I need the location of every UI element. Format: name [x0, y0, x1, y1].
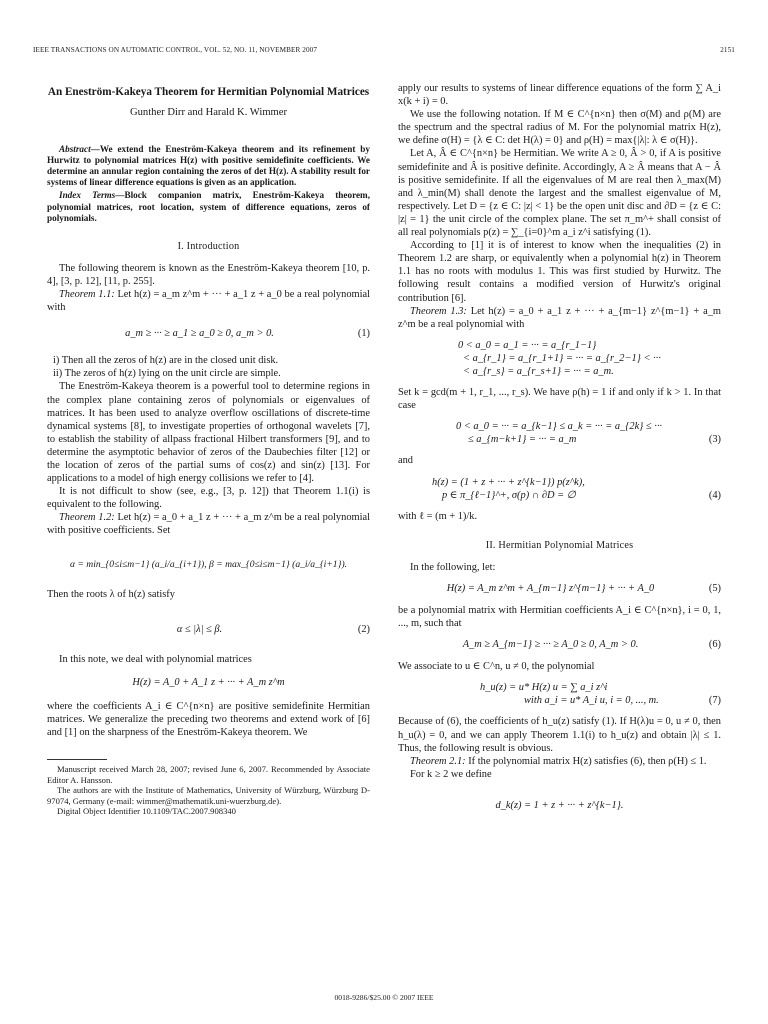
equation-line: h_u(z) = u* H(z) u = ∑ a_i z^i [480, 682, 608, 694]
theorem-text: Let h(z) = a_0 + a_1 z + ··· + a_m z^m be a real polynomial with positive coefficients. Set [47, 512, 370, 537]
paragraph: Because of (6), the coefficients of h_u(z) satisfy (1). If H(λ)u = 0, u ≠ 0, then h_u(λ) = 0, and we can apply Theorem 1.1(i) to h_u(z) and obtain |λ| ≤ 1. Thus, the following result is obvious. [398, 716, 721, 754]
index-terms-label: Index Terms [59, 190, 116, 201]
paragraph: We associate to u ∈ C^n, u ≠ 0, the polynomial [398, 661, 595, 673]
theorem-label: Theorem 2.1: [410, 755, 466, 767]
equation-number: (1) [357, 328, 370, 340]
running-header-journal: IEEE TRANSACTIONS ON AUTOMATIC CONTROL, VOL. 52, NO. 11, NOVEMBER 2007 [33, 46, 318, 54]
equation-line: ≤ a_{m−k+1} = ··· = a_m [468, 434, 577, 446]
equation-6 [398, 638, 721, 652]
section-heading-hermitian: II. Hermitian Polynomial Matrices [485, 539, 634, 551]
equation-number: (6) [708, 639, 721, 651]
equation-H [47, 676, 370, 690]
footnote-rule [47, 759, 107, 760]
paragraph: with ℓ = (m + 1)/k. [398, 510, 478, 522]
paragraph: The following theorem is known as the Eneström-Kakeya theorem [10, p. 4], [3, p. 12], [11, p. 255]. [47, 262, 370, 287]
equation-body: α = min_{0≤i≤m−1} (a_i/a_{i+1}), β = max_{0≤i≤m−1} (a_i/a_{i+1}). [69, 558, 348, 570]
article-authors: Gunther Dirr and Harald K. Wimmer [129, 107, 288, 118]
equation-4 [398, 476, 721, 502]
equation-line: 0 < a_0 = ··· = a_{k−1} ≤ a_k = ··· = a_{2k} ≤ ··· [456, 421, 663, 433]
paragraph: Set k = gcd(m + 1, r_1, ..., r_s). We have ρ(h) = 1 if and only if k > 1. In that case [398, 387, 721, 412]
paragraph: Let A, Â ∈ C^{n×n} be Hermitian. We write A ≥ 0, Â > 0, if A is positive semidefinite and Â is positive definite. Accordingly, A ≥ Â means that A − Â is positive semidefinite. If all the eigenvalues of M are real then λ_max(M) and λ_min(M) shall denote the largest and the smallest eigenvalue of M, respectively. Let D = {z ∈ C: |z| < 1} be the open unit disc and ∂D = {z ∈ C: |z| = 1} the unit circle of the complex plane. The set π_m^+ shall consist of all real polynomials p(z) = ∑_{i=0}^m a_i z^i satisfying (1). [398, 148, 721, 239]
theorem-label: Theorem 1.2: [59, 512, 115, 524]
section-heading-introduction: I. Introduction [177, 240, 240, 252]
equation-body: a_m ≥ ··· ≥ a_1 ≥ a_0 ≥ 0, a_m > 0. [125, 328, 274, 340]
theorem-1-3 [398, 305, 721, 331]
article-title: An Eneström-Kakeya Theorem for Hermitian Polynomial Matrices [47, 86, 370, 98]
paragraph: In this note, we deal with polynomial matrices [59, 653, 252, 665]
equation-body: α ≤ |λ| ≤ β. [176, 623, 223, 635]
equation-line: < a_{r_1} = a_{r_1+1} = ··· = a_{r_2−1} < ··· [463, 352, 661, 364]
paragraph: apply our results to systems of linear difference equations of the form ∑ A_i x(k + i) = 0. [398, 83, 721, 108]
left-column [47, 82, 370, 817]
list-item: i) Then all the zeros of h(z) are in the closed unit disk. [53, 355, 279, 367]
theorem-2-1 [398, 755, 721, 768]
paragraph: It is not difficult to show (see, e.g., [3, p. 12]) that Theorem 1.1(i) is equivalent to the following. [47, 486, 370, 511]
right-column [398, 82, 721, 813]
paragraph: According to [1] it is of interest to know when the inequalities (2) in Theorem 1.2 are sharp, or equivalently when a polynomial h(z) in Theorem 1.1 has no roots with modulus 1. This was first studied by Hurwitz. The following result contains a modified version of Hurwitz's original contribution [6]. [398, 240, 721, 304]
equation-body: H(z) = A_m z^m + A_{m−1} z^{m−1} + ··· + A_0 [446, 583, 655, 594]
equation-alpha-beta [47, 558, 370, 572]
equation-2 [47, 623, 370, 637]
equation-number: (3) [708, 434, 721, 446]
equation-body: H(z) = A_0 + A_1 z + ··· + A_m z^m [132, 676, 285, 688]
equation-7 [398, 681, 721, 707]
running-header-page-number: 2151 [720, 46, 735, 54]
equation-number: (7) [708, 695, 721, 707]
equation-dk [398, 799, 721, 813]
paragraph: be a polynomial matrix with Hermitian coefficients A_i ∈ C^{n×n}, i = 0, 1, ..., m, such that [398, 605, 721, 630]
footnote-block [47, 759, 370, 817]
paragraph: The Eneström-Kakeya theorem is a powerful tool to determine regions in the complex plane containing zeros of polynomials or eigenvalues of matrices. It has been used to analyze overflow oscillations of discrete-time dynamical systems [8], to investigate properties of orthogonal wavelets [7], to establish the stability of allpass fractional Hilbert transformers [9], and to determine the asymptotic behavior of zeros of the Daubechies filter [12] or the location of zeros of the partial sums of cos(z) and sin(z) [13]. For applications to a model of high energy collisions we refer to [4]. [47, 381, 370, 485]
paragraph: We use the following notation. If M ∈ C^{n×n} then σ(M) and ρ(M) are the spectrum and the spectral radius of M. For the polynomial matrix H(z), we define σ(H) = {λ ∈ C: det H(λ) = 0} and ρ(H) = max{|λ|: λ ∈ σ(H)}. [398, 109, 721, 147]
index-terms-text: —Block companion matrix, Eneström-Kakeya theorem, polynomial matrices, root location, system of difference equations, zeros of polynomials. [47, 190, 371, 223]
paragraph: where the coefficients A_i ∈ C^{n×n} are positive semidefinite Hermitian matrices. We generalize the preceding two theorems and extend work of [6] and [1] on the sharpness of the Eneström-Kakeya theorem. We [47, 700, 370, 738]
footnote: Digital Object Identifier 10.1109/TAC.2007.908340 [57, 806, 236, 816]
list-item: ii) The zeros of h(z) lying on the unit circle are simple. [53, 368, 281, 380]
equation-3 [398, 420, 721, 446]
equation-5 [398, 582, 721, 596]
equation-line: p ∈ π_{ℓ−1}^+, σ(p) ∩ ∂D = ∅ [442, 489, 576, 501]
equation-body: A_m ≥ A_{m−1} ≥ ··· ≥ A_0 ≥ 0, A_m > 0. [462, 639, 639, 651]
paragraph: Then the roots λ of h(z) satisfy [47, 588, 175, 600]
equation-line: h(z) = (1 + z + ··· + z^{k−1}) p(z^k), [432, 476, 585, 488]
copyright-footer: 0018-9286/$25.00 © 2007 IEEE [334, 993, 434, 1002]
footnote: Manuscript received March 28, 2007; revised June 6, 2007. Recommended by Associate Editor A. Hansson. [47, 764, 370, 785]
abstract-label: Abstract [59, 144, 91, 155]
equation-sequence [398, 339, 721, 378]
theorem-1-1 [47, 288, 370, 314]
theorem-label: Theorem 1.1: [59, 289, 115, 301]
equation-1 [47, 327, 370, 341]
equation-number: (5) [708, 583, 721, 594]
index-terms [47, 190, 370, 223]
equation-line: 0 < a_0 = a_1 = ··· = a_{r_1−1} [458, 339, 597, 351]
abstract-text: —We extend the Eneström-Kakeya theorem and its refinement by Hurwitz to polynomial matrices H(z) with positive semidefinite coefficients. We determine an annular region containing the zeros of det H(z). A stability result for systems of linear difference equations is given as an application. [47, 144, 370, 188]
abstract [47, 144, 370, 188]
theorem-text: Let h(z) = a_m z^m + ··· + a_1 z + a_0 be a real polynomial with [47, 289, 370, 314]
theorem-text: If the polynomial matrix H(z) satisfies (6), then ρ(H) ≤ 1. [468, 755, 707, 767]
equation-number: (4) [708, 489, 721, 501]
equation-line: < a_{r_s} = a_{r_s+1} = ··· = a_m. [463, 365, 614, 377]
theorem-text: Let h(z) = a_0 + a_1 z + ··· + a_{m−1} z^{m−1} + a_m z^m be a real polynomial with [398, 305, 721, 330]
theorem-label: Theorem 1.3: [410, 305, 467, 317]
theorem-1-2 [47, 511, 370, 537]
paragraph: and [398, 455, 414, 467]
footnote: The authors are with the Institute of Mathematics, University of Würzburg, Würzburg D-97074, Germany (e-mail: wimmer@mathematik.uni-wuerzburg.de). [47, 785, 370, 806]
equation-line: with a_i = u* A_i u, i = 0, ..., m. [524, 695, 659, 707]
equation-body: d_k(z) = 1 + z + ··· + z^{k−1}. [495, 799, 624, 811]
equation-number: (2) [357, 623, 370, 635]
paragraph: In the following, let: [410, 561, 496, 573]
paragraph: For k ≥ 2 we define [410, 768, 492, 780]
